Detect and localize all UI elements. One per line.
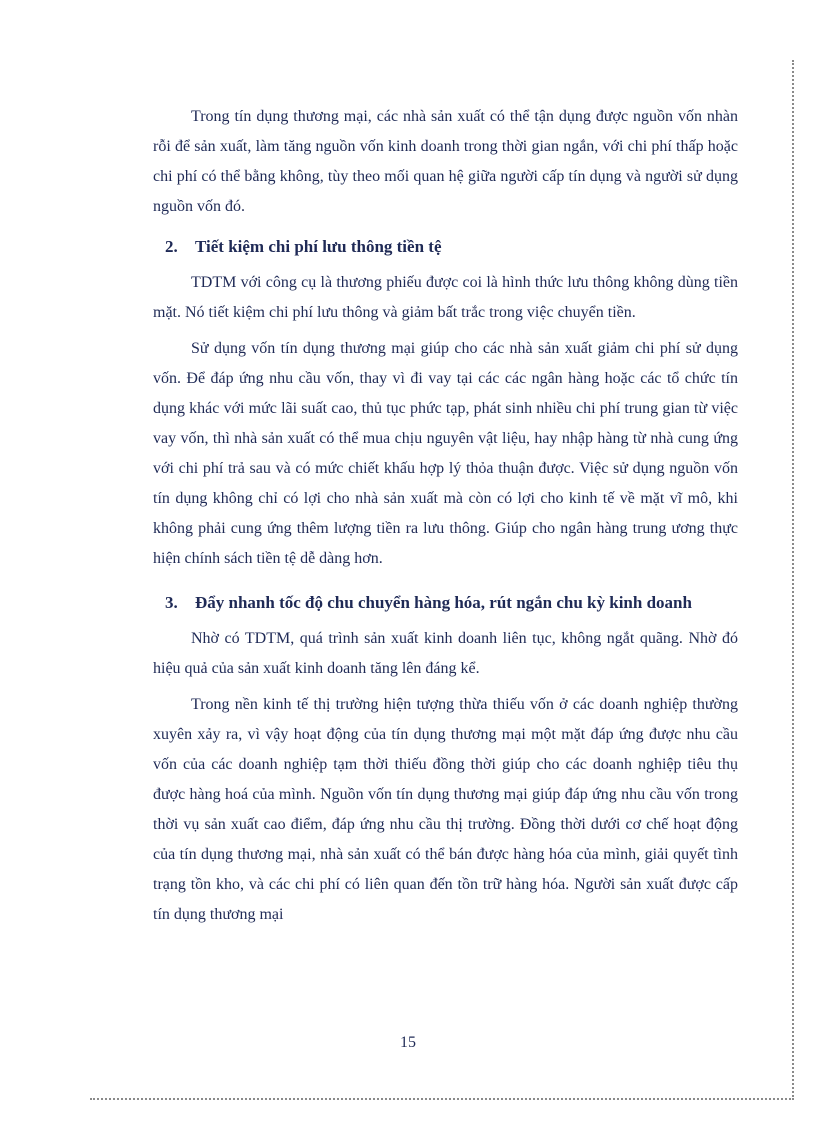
intro-paragraph: Trong tín dụng thương mại, các nhà sản xuất có thể tận dụng được nguồn vốn nhàn rỗi để sản xuất, làm tăng nguồn vốn kinh doanh trong thời gian ngắn, với chi phí thấp hoặc chi phí có thể bằng không, tùy theo mối quan hệ giữa người cấp tín dụng và người sử dụng nguồn vốn đó. [153,108,738,215]
section2-paragraph-2: Sử dụng vốn tín dụng thương mại giúp cho các nhà sản xuất giảm chi phí sử dụng vốn. Để đáp ứng nhu cầu vốn, thay vì đi vay tại các các ngân hàng hoặc các tổ chức tín dụng khác với mức lãi suất cao, thủ tục phức tạp, phát sinh nhiều chi phí trung gian từ việc vay vốn, thì nhà sản xuất có thể mua chịu nguyên vật liệu, hay nhập hàng từ nhà cung ứng với chi phí trả sau và có mức chiết khấu hợp lý thỏa thuận được. Việc sử dụng nguồn vốn tín dụng không chỉ có lợi cho nhà sản xuất mà còn có lợi cho kinh tế về mặt vĩ mô, khi không phải cung ứng thêm lượng tiền ra lưu thông. Giúp cho ngân hàng trung ương thực hiện chính sách tiền tệ dễ dàng hơn. [153,340,738,567]
page-content [153,102,738,936]
section2-paragraph-1: TDTM với công cụ là thương phiếu được coi là hình thức lưu thông không dùng tiền mặt. Nó tiết kiệm chi phí lưu thông và giảm bất trắc trong việc chuyển tiền. [153,274,738,321]
section-title: Đẩy nhanh tốc độ chu chuyển hàng hóa, rút ngắn chu kỳ kinh doanh [195,593,692,612]
section3-paragraph-2: Trong nền kinh tế thị trường hiện tượng thừa thiếu vốn ở các doanh nghiệp thường xuyên xảy ra, vì vậy hoạt động của tín dụng thương mại một mặt đáp ứng được nhu cầu vốn của các doanh nghiệp tạm thời thiếu đồng thời giúp cho các doanh nghiệp tiêu thụ được hàng hoá của mình. Nguồn vốn tín dụng thương mại giúp đáp ứng nhu cầu vốn trong thời vụ sản xuất cao điểm, đáp ứng nhu cầu thị trường. Đồng thời dưới cơ chế hoạt động của tín dụng thương mại, nhà sản xuất có thể bán được hàng hóa của mình, giải quyết tình trạng tồn kho, và các chi phí có liên quan đến tồn trữ hàng hóa. Người sản xuất được cấp tín dụng thương mại [153,696,738,923]
section-title: Tiết kiệm chi phí lưu thông tiền tệ [195,237,442,256]
section-number: 2. [165,237,178,256]
page-number: 15 [400,1034,416,1051]
section-number: 3. [165,593,178,612]
section-heading-2 [153,232,738,262]
section-heading-3 [153,588,738,618]
section3-paragraph-1: Nhờ có TDTM, quá trình sản xuất kinh doanh liên tục, không ngắt quãng. Nhờ đó hiệu quả của sản xuất kinh doanh tăng lên đáng kể. [153,630,738,677]
